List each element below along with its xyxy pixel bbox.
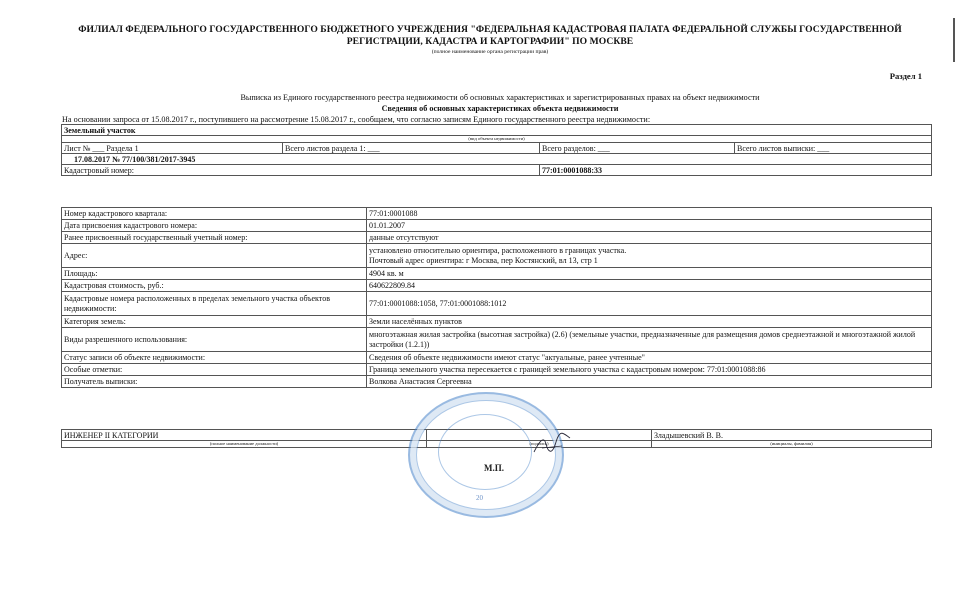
row-value: 4904 кв. м	[367, 268, 932, 280]
total-sections: Всего разделов: ___	[540, 143, 735, 154]
row-label: Получатель выписки:	[62, 376, 367, 388]
request-text: На основании запроса от 15.08.2017 г., поступившего на рассмотрение 15.08.2017 г., сообщаем, что согласно записям Единого государственного реестра недвижимости:	[62, 115, 651, 124]
row-value: 01.01.2007	[367, 220, 932, 232]
table-row	[62, 352, 932, 364]
table-row	[62, 220, 932, 232]
total-sheets-extract: Всего листов выписки: ___	[735, 143, 932, 154]
extract-title: Выписка из Единого государственного реестра недвижимости об основных характеристиках и зарегистрированных правах на объект недвижимости	[240, 93, 760, 102]
row-label: Виды разрешенного использования:	[62, 328, 367, 352]
name-caption: (инициалы, фамилия)	[652, 441, 932, 448]
table-row	[62, 292, 932, 316]
row-label: Кадастровые номера расположенных в пределах земельного участка объектов недвижимости:	[62, 292, 367, 316]
address-line-1: установлено относительно ориентира, расположенного в границах участка.	[369, 245, 627, 255]
row-label: Дата присвоения кадастрового номера:	[62, 220, 367, 232]
organization-title: ФИЛИАЛ ФЕДЕРАЛЬНОГО ГОСУДАРСТВЕННОГО БЮДЖЕТНОГО УЧРЕЖДЕНИЯ "ФЕДЕРАЛЬНАЯ КАДАСТРОВАЯ ПАЛАТА ФЕДЕРАЛЬНОЙ СЛУЖБЫ ГОСУДАРСТВЕННОЙ РЕГИСТРАЦИИ, КАДАСТРА И КАРТОГРАФИИ" ПО МОСКВЕ	[78, 24, 902, 47]
row-label: Особые отметки:	[62, 364, 367, 376]
row-label: Статус записи об объекте недвижимости:	[62, 352, 367, 364]
address-line-2: Почтовый адрес ориентира: г Москва, пер Костянский, вл 13, стр 1	[369, 255, 598, 265]
table-row	[62, 208, 932, 220]
table-row	[62, 376, 932, 388]
row-value: данные отсутствуют	[367, 232, 932, 244]
position-caption: (полное наименование должности)	[62, 441, 427, 448]
seal-place-label: М.П.	[484, 463, 504, 473]
table-row	[62, 316, 932, 328]
row-value: 640622809.84	[367, 280, 932, 292]
margin-mark	[953, 18, 955, 62]
official-position: ИНЖЕНЕР II КАТЕГОРИИ	[62, 430, 427, 441]
characteristics-table	[61, 207, 932, 388]
organization-caption: (полное наименование органа регистрации прав)	[431, 49, 549, 55]
row-value: 77:01:0001088:1058, 77:01:0001088:1012	[367, 292, 932, 316]
extract-date-number: 17.08.2017 № 77/100/381/2017-3945	[62, 154, 932, 165]
extract-subtitle: Сведения об основных характеристиках объекта недвижимости	[381, 104, 619, 113]
row-label: Площадь:	[62, 268, 367, 280]
row-value	[367, 244, 932, 268]
stamp-emblem-ring	[438, 414, 532, 490]
row-label: Ранее присвоенный государственный учетный номер:	[62, 232, 367, 244]
row-label: Категория земель:	[62, 316, 367, 328]
row-value: Сведения об объекте недвижимости имеют статус "актуальные, ранее учтенные"	[367, 352, 932, 364]
section-label: Раздел 1	[889, 71, 922, 81]
row-label: Кадастровая стоимость, руб.:	[62, 280, 367, 292]
row-value: 77:01:0001088	[367, 208, 932, 220]
cadastral-number-value: 77:01:0001088:33	[540, 165, 932, 176]
handwritten-signature	[532, 430, 572, 460]
official-name: Зладышевский В. В.	[652, 430, 932, 441]
row-value: многоэтажная жилая застройка (высотная застройка) (2.6) (земельные участки, предназначенные для размещения домов среднеэтажной и многоэтажной жилой застройки (1.2.1))	[367, 328, 932, 352]
object-type: Земельный участок	[62, 125, 932, 136]
table-row	[62, 364, 932, 376]
total-sheets-section: Всего листов раздела 1: ___	[283, 143, 540, 154]
signature-caption: (подпись)	[427, 441, 652, 448]
sheet-number: Лист № ___ Раздела 1	[62, 143, 283, 154]
row-value: Земли населённых пунктов	[367, 316, 932, 328]
object-type-caption: (вид объекта недвижимости)	[62, 136, 932, 143]
cadastral-number-label: Кадастровый номер:	[62, 165, 540, 176]
extract-intro	[60, 92, 940, 114]
object-header-table	[61, 124, 932, 176]
row-value: Волкова Анастасия Сергеевна	[367, 376, 932, 388]
row-value: Граница земельного участка пересекается с границей земельного участка с кадастровым номером: 77:01:0001088:86	[367, 364, 932, 376]
table-row	[62, 232, 932, 244]
table-row	[62, 328, 932, 352]
table-row	[62, 244, 932, 268]
row-label: Номер кадастрового квартала:	[62, 208, 367, 220]
table-row	[62, 268, 932, 280]
table-row	[62, 280, 932, 292]
stamp-year: 20	[476, 494, 483, 502]
row-label: Адрес:	[62, 244, 367, 268]
